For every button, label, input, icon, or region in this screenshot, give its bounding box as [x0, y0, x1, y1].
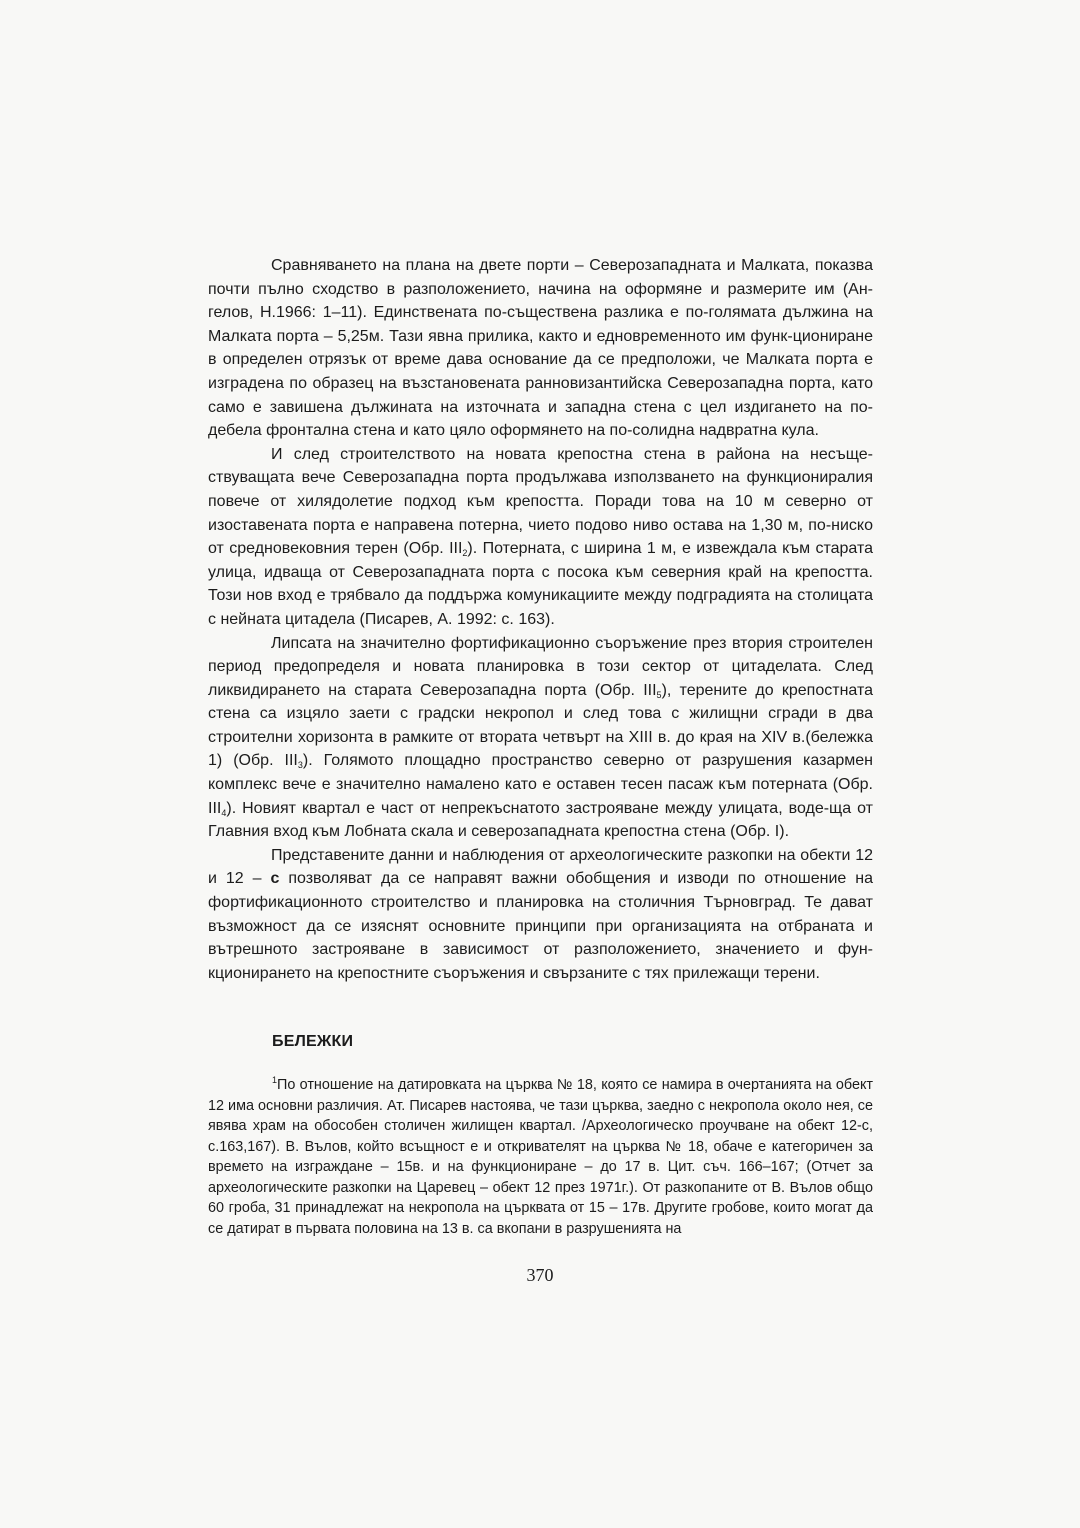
text-run: позволяват да се направят важни обобщения и изводи по отношение на фортификационното строителство и планировка на столичния Търновград. Те дават възможност да се изяснят основните принципи при организацията на отбраната и вътрешното застрояване в зависимост от разположението, значението и фун-кционирането на крепостните съоръжения и свързаните с тях прилежащи терени.	[208, 870, 873, 982]
text-run: 5	[656, 689, 662, 700]
paragraph-4	[208, 844, 873, 986]
paragraph-2	[208, 443, 873, 632]
text-run: 2	[462, 548, 468, 559]
text-run: ), терените до крепостната стена са изцяло заети с градски некропол и след това с жилищни сгради в два строителни хоризонта в рамките от втората четвърт на XIII в. до края на XIV в.(бележка 1) (Обр. III	[208, 681, 874, 770]
text-run: Представените данни и наблюдения от археологическите разкопки на обекти 12 и 12 –	[208, 846, 873, 888]
footnote-text	[208, 1075, 873, 1239]
text-run: 3	[297, 760, 303, 771]
text-run: И след строителството на новата крепостна стена в района на несъще-ствуващата вече Северозападна порта продължава използването на функциониралия повече от хилядолетие подход към крепостта. Поради това на 10 м северно от изоставената порта е направена потерна, чието подово ниво остава на 1,30 м, по-ниско от средновековния терен (Обр. III	[208, 445, 873, 558]
body-text	[208, 254, 873, 985]
text-run: Липсата на значително фортификационно съоръжение през втория строителен период предопределя и новата планировка в този сектор от цитаделата. След ликвидирането на старата Северозападна порта (Обр. III	[208, 634, 873, 699]
page-number: 370	[526, 1265, 554, 1285]
text-run: Сравняването на плана на двете порти – Северозападната и Малката, показва почти пълно сходство в разположението, начина на оформяне и размерите им (Ан-гелов, Н.1966: 1–11). Единствената по-съществена разлика е по-голямата дължина на Малката порта – 5,25м. Тази явна прилика, както и едновременното им функ-циониране в определен отрязък от време дава основание да се предположи, че Малката порта е изградена по образец на възстановената ранновизантийска Северозападна порта, като само е завишена дължината на източната и западна стена с цел издигането на по-дебела фронтална стена и като цяло оформянето на по-солидна надвратна кула.	[208, 257, 873, 440]
paragraph-3	[208, 632, 873, 844]
paragraph-1	[208, 254, 873, 443]
text-run: ). Голямото площадно пространство северно от разрушения казармен комплекс вече е значително намалено като е оставен тесен пасаж към потерната (Обр. III	[208, 752, 873, 817]
text-run: 4	[221, 807, 227, 818]
footnote-body: По отношение на датировката на църква № 18, която се намира в очертанията на обект 12 има основни различия. Ат. Писарев настоява, че тази църква, заедно с некропола около нея, се явява храм на обособен столичен жилищен квартал. /Археологическо проучване на обект 12-с, с.163,167). В. Вълов, който всъщност е и откривателят на църква № 18, обаче е категоричен за времето на изграждане – 15в. и на функциониране – до 17 в. Цит. съч. 166–167; (Отчет за археологическите разкопки на Царевец – обект 12 през 1971г.). От разкопаните от В. Вълов общо 60 гроба, 31 принадлежат на некропола на църквата от 15 – 17в. Другите гробове, които могат да се датират в първата половина на 13 в. са вкопани в разрушенията на	[208, 1077, 873, 1237]
footnote-marker: 1	[272, 1075, 278, 1086]
notes-heading: БЕЛЕЖКИ	[272, 1033, 354, 1050]
text-run: с	[270, 870, 280, 888]
footnote	[208, 1075, 873, 1239]
text-run: ). Потерната, с ширина 1 м, е извеждала към старата улица, идваща от Северозападната порта с посока към северния край на крепостта. Този нов вход е трябвало да поддържа комуникациите между подградията на столицата с нейната цитадела (Писарев, А. 1992: с. 163).	[208, 540, 873, 628]
text-run: ). Новият квартал е част от непрекъснатото застрояване между улицата, воде-ща от Главния вход към Лобната скала и северозападната крепостна стена (Обр. I).	[208, 799, 873, 841]
